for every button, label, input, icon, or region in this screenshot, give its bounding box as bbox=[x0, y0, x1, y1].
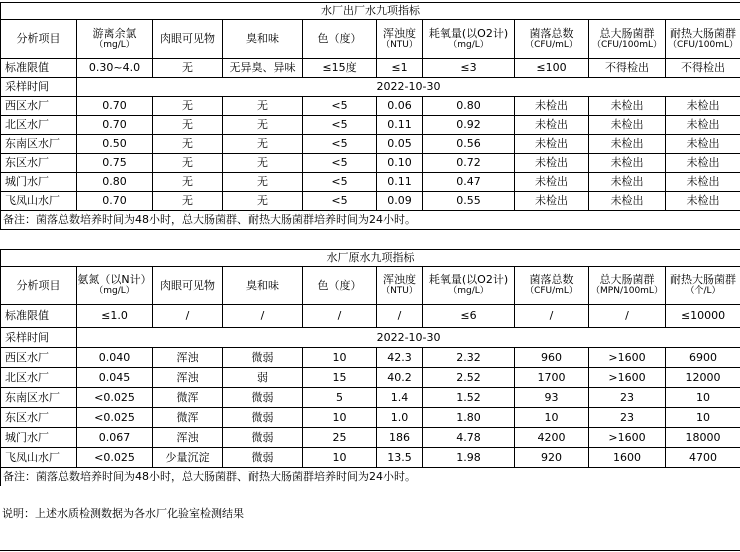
table-cell: ≤3 bbox=[423, 59, 515, 78]
table-cell: <5 bbox=[303, 97, 377, 116]
table-cell: 0.70 bbox=[77, 97, 153, 116]
table-cell: 飞凤山水厂 bbox=[1, 448, 77, 468]
table-cell: 18000 bbox=[666, 428, 740, 448]
table-row bbox=[1, 408, 740, 428]
table-cell: 未检出 bbox=[515, 116, 589, 135]
table-cell: 未检出 bbox=[589, 116, 666, 135]
header-cell: 耐热大肠菌群 （CFU/100mL） bbox=[666, 20, 740, 59]
header-cell: 总大肠菌群 （MPN/100mL） bbox=[589, 267, 666, 305]
header-cell: 分析项目 bbox=[1, 267, 77, 305]
table-row bbox=[1, 97, 740, 116]
header-cell: 色（度） bbox=[303, 20, 377, 59]
table-cell: 未检出 bbox=[515, 97, 589, 116]
table-cell: 城门水厂 bbox=[1, 173, 77, 192]
table-cell: 无 bbox=[153, 154, 223, 173]
table-cell: 无 bbox=[223, 116, 303, 135]
table-cell: 无 bbox=[153, 59, 223, 78]
header-cell: 氨氮（以N计） （mg/L） bbox=[77, 267, 153, 305]
table-cell: >1600 bbox=[589, 428, 666, 448]
table-cell: 10 bbox=[666, 408, 740, 428]
table-row bbox=[1, 388, 740, 408]
table-cell: 10 bbox=[515, 408, 589, 428]
table-cell: 960 bbox=[515, 348, 589, 368]
table-cell: 0.05 bbox=[377, 135, 423, 154]
table-cell: 标准限值 bbox=[1, 59, 77, 78]
table-cell: 93 bbox=[515, 388, 589, 408]
table-row bbox=[1, 173, 740, 192]
table-cell: 0.80 bbox=[77, 173, 153, 192]
table-cell: ≤15度 bbox=[303, 59, 377, 78]
raw-water-table bbox=[0, 249, 740, 486]
effluent-header-row bbox=[1, 20, 740, 59]
effluent-table bbox=[0, 2, 740, 230]
raw-sampling-row bbox=[1, 328, 740, 348]
header-cell: 菌落总数 （CFU/mL） bbox=[515, 267, 589, 305]
table-cell: / bbox=[377, 305, 423, 328]
table-cell: 无 bbox=[223, 97, 303, 116]
table-cell: 飞凤山水厂 bbox=[1, 192, 77, 211]
header-cell: 耗氧量(以O2计) （mg/L） bbox=[423, 267, 515, 305]
header-cell: 肉眼可见物 bbox=[153, 267, 223, 305]
table-cell: 0.50 bbox=[77, 135, 153, 154]
table-cell: 浑浊 bbox=[153, 348, 223, 368]
table-cell: 无 bbox=[223, 173, 303, 192]
table-cell: / bbox=[153, 305, 223, 328]
table-cell: 0.56 bbox=[423, 135, 515, 154]
table-cell: 无 bbox=[223, 135, 303, 154]
table-cell: 0.09 bbox=[377, 192, 423, 211]
table-row bbox=[1, 135, 740, 154]
table-cell: 东区水厂 bbox=[1, 154, 77, 173]
effluent-note: 备注：菌落总数培养时间为48小时，总大肠菌群、耐热大肠菌群培养时间为24小时。 bbox=[1, 211, 740, 230]
header-cell: 浑浊度 （NTU） bbox=[377, 20, 423, 59]
table-cell: 不得检出 bbox=[589, 59, 666, 78]
table-cell: <0.025 bbox=[77, 448, 153, 468]
table-cell: 186 bbox=[377, 428, 423, 448]
table-cell: 0.47 bbox=[423, 173, 515, 192]
table-cell: <5 bbox=[303, 192, 377, 211]
table-cell: 0.06 bbox=[377, 97, 423, 116]
table-cell: 少量沉淀 bbox=[153, 448, 223, 468]
table-cell: <5 bbox=[303, 154, 377, 173]
table-row bbox=[1, 448, 740, 468]
raw-water-title: 水厂原水九项指标 bbox=[1, 250, 740, 267]
table-cell: 未检出 bbox=[515, 192, 589, 211]
table-cell: 2.52 bbox=[423, 368, 515, 388]
header-cell: 游离余氯 （mg/L） bbox=[77, 20, 153, 59]
table-cell: 920 bbox=[515, 448, 589, 468]
table-cell: 0.045 bbox=[77, 368, 153, 388]
table-cell: 未检出 bbox=[666, 135, 740, 154]
table-cell: <0.025 bbox=[77, 408, 153, 428]
table-cell: 浑浊 bbox=[153, 368, 223, 388]
table-cell: 0.70 bbox=[77, 116, 153, 135]
table-row bbox=[1, 192, 740, 211]
sampling-date: 2022-10-30 bbox=[77, 328, 740, 348]
table-cell: 6900 bbox=[666, 348, 740, 368]
table-cell: 1.52 bbox=[423, 388, 515, 408]
table-cell: 0.72 bbox=[423, 154, 515, 173]
table-row bbox=[1, 348, 740, 368]
table-cell: 0.067 bbox=[77, 428, 153, 448]
table-cell: 10 bbox=[666, 388, 740, 408]
table-cell: 未检出 bbox=[666, 154, 740, 173]
table-cell: ≤1 bbox=[377, 59, 423, 78]
table-cell: 40.2 bbox=[377, 368, 423, 388]
raw-header-row bbox=[1, 267, 740, 305]
table-cell: 微浑 bbox=[153, 408, 223, 428]
table-cell: 东南区水厂 bbox=[1, 135, 77, 154]
table-cell: 无 bbox=[153, 173, 223, 192]
table-cell: 浑浊 bbox=[153, 428, 223, 448]
table-cell: 0.11 bbox=[377, 173, 423, 192]
table-cell: / bbox=[223, 305, 303, 328]
table-cell: 不得检出 bbox=[666, 59, 740, 78]
table-cell: 未检出 bbox=[589, 97, 666, 116]
table-cell: 1.80 bbox=[423, 408, 515, 428]
table-cell: 未检出 bbox=[589, 173, 666, 192]
table-cell: 微弱 bbox=[223, 348, 303, 368]
header-cell: 色（度） bbox=[303, 267, 377, 305]
table-cell: 0.80 bbox=[423, 97, 515, 116]
table-cell: 未检出 bbox=[515, 135, 589, 154]
table-cell: <5 bbox=[303, 135, 377, 154]
table-cell: 城门水厂 bbox=[1, 428, 77, 448]
table-cell: 未检出 bbox=[589, 135, 666, 154]
table-cell: 无 bbox=[153, 116, 223, 135]
table-cell: 未检出 bbox=[515, 154, 589, 173]
table-cell: 4700 bbox=[666, 448, 740, 468]
table-cell: 未检出 bbox=[515, 173, 589, 192]
table-cell: 弱 bbox=[223, 368, 303, 388]
table-cell: 无 bbox=[223, 154, 303, 173]
table-cell: 42.3 bbox=[377, 348, 423, 368]
table-cell: 微弱 bbox=[223, 388, 303, 408]
table-cell: 无异臭、异味 bbox=[223, 59, 303, 78]
table-cell: 0.30~4.0 bbox=[77, 59, 153, 78]
table-cell: 微弱 bbox=[223, 448, 303, 468]
table-cell: 15 bbox=[303, 368, 377, 388]
table-cell: 北区水厂 bbox=[1, 116, 77, 135]
table-cell: 无 bbox=[223, 192, 303, 211]
raw-water-note: 备注：菌落总数培养时间为48小时，总大肠菌群、耐热大肠菌群培养时间为24小时。 bbox=[1, 468, 740, 486]
table-cell: / bbox=[589, 305, 666, 328]
table-cell: 未检出 bbox=[666, 192, 740, 211]
table-cell: 东南区水厂 bbox=[1, 388, 77, 408]
table-cell: 无 bbox=[153, 192, 223, 211]
table-cell: <5 bbox=[303, 116, 377, 135]
table-cell: 0.040 bbox=[77, 348, 153, 368]
table-cell: 0.55 bbox=[423, 192, 515, 211]
header-cell: 臭和味 bbox=[223, 20, 303, 59]
table-row bbox=[1, 154, 740, 173]
table-cell: 1700 bbox=[515, 368, 589, 388]
table-cell: 13.5 bbox=[377, 448, 423, 468]
header-cell: 分析项目 bbox=[1, 20, 77, 59]
effluent-title: 水厂出厂水九项指标 bbox=[1, 3, 740, 20]
effluent-limit-row bbox=[1, 59, 740, 78]
header-cell: 菌落总数 （CFU/mL） bbox=[515, 20, 589, 59]
table-cell: ≤10000 bbox=[666, 305, 740, 328]
table-cell: 0.10 bbox=[377, 154, 423, 173]
sampling-label: 采样时间 bbox=[1, 78, 77, 97]
sampling-date: 2022-10-30 bbox=[77, 78, 740, 97]
table-cell: 10 bbox=[303, 348, 377, 368]
table-cell: 0.70 bbox=[77, 192, 153, 211]
table-cell: 10 bbox=[303, 448, 377, 468]
table-cell: 0.75 bbox=[77, 154, 153, 173]
table-cell: 25 bbox=[303, 428, 377, 448]
table-cell: <0.025 bbox=[77, 388, 153, 408]
table-cell: 西区水厂 bbox=[1, 348, 77, 368]
raw-limit-row bbox=[1, 305, 740, 328]
table-row bbox=[1, 116, 740, 135]
table-cell: 23 bbox=[589, 388, 666, 408]
table-row bbox=[1, 428, 740, 448]
table-cell: 微弱 bbox=[223, 408, 303, 428]
header-cell: 肉眼可见物 bbox=[153, 20, 223, 59]
table-cell: 未检出 bbox=[589, 192, 666, 211]
sampling-label: 采样时间 bbox=[1, 328, 77, 348]
table-cell: 未检出 bbox=[666, 97, 740, 116]
table-cell: 4.78 bbox=[423, 428, 515, 448]
table-cell: 微浑 bbox=[153, 388, 223, 408]
table-cell: ≤6 bbox=[423, 305, 515, 328]
table-cell: ≤100 bbox=[515, 59, 589, 78]
header-cell: 总大肠菌群 （CFU/100mL） bbox=[589, 20, 666, 59]
table-cell: 5 bbox=[303, 388, 377, 408]
table-cell: 无 bbox=[153, 135, 223, 154]
table-cell: 1.98 bbox=[423, 448, 515, 468]
table-cell: 未检出 bbox=[589, 154, 666, 173]
table-cell: 2.32 bbox=[423, 348, 515, 368]
table-cell: 东区水厂 bbox=[1, 408, 77, 428]
table-cell: >1600 bbox=[589, 368, 666, 388]
table-cell: 无 bbox=[153, 97, 223, 116]
table-cell: ≤1.0 bbox=[77, 305, 153, 328]
table-cell: / bbox=[303, 305, 377, 328]
table-cell: 1.0 bbox=[377, 408, 423, 428]
table-cell: 1.4 bbox=[377, 388, 423, 408]
table-cell: 0.11 bbox=[377, 116, 423, 135]
bottom-border bbox=[0, 550, 740, 551]
table-cell: 0.92 bbox=[423, 116, 515, 135]
header-cell: 耐热大肠菌群 （个/L） bbox=[666, 267, 740, 305]
table-cell: 1600 bbox=[589, 448, 666, 468]
header-cell: 浑浊度 （NTU） bbox=[377, 267, 423, 305]
table-cell: 未检出 bbox=[666, 116, 740, 135]
table-cell: / bbox=[515, 305, 589, 328]
table-cell: 北区水厂 bbox=[1, 368, 77, 388]
effluent-sampling-row bbox=[1, 78, 740, 97]
table-cell: 未检出 bbox=[666, 173, 740, 192]
remark-text: 说明：上述水质检测数据为各水厂化验室检测结果 bbox=[2, 507, 244, 520]
table-cell: 4200 bbox=[515, 428, 589, 448]
table-cell: 12000 bbox=[666, 368, 740, 388]
table-cell: <5 bbox=[303, 173, 377, 192]
table-cell: 标准限值 bbox=[1, 305, 77, 328]
table-cell: 23 bbox=[589, 408, 666, 428]
table-cell: >1600 bbox=[589, 348, 666, 368]
table-row bbox=[1, 368, 740, 388]
header-cell: 耗氧量(以O2计) （mg/L） bbox=[423, 20, 515, 59]
table-cell: 西区水厂 bbox=[1, 97, 77, 116]
table-cell: 10 bbox=[303, 408, 377, 428]
header-cell: 臭和味 bbox=[223, 267, 303, 305]
table-cell: 微弱 bbox=[223, 428, 303, 448]
